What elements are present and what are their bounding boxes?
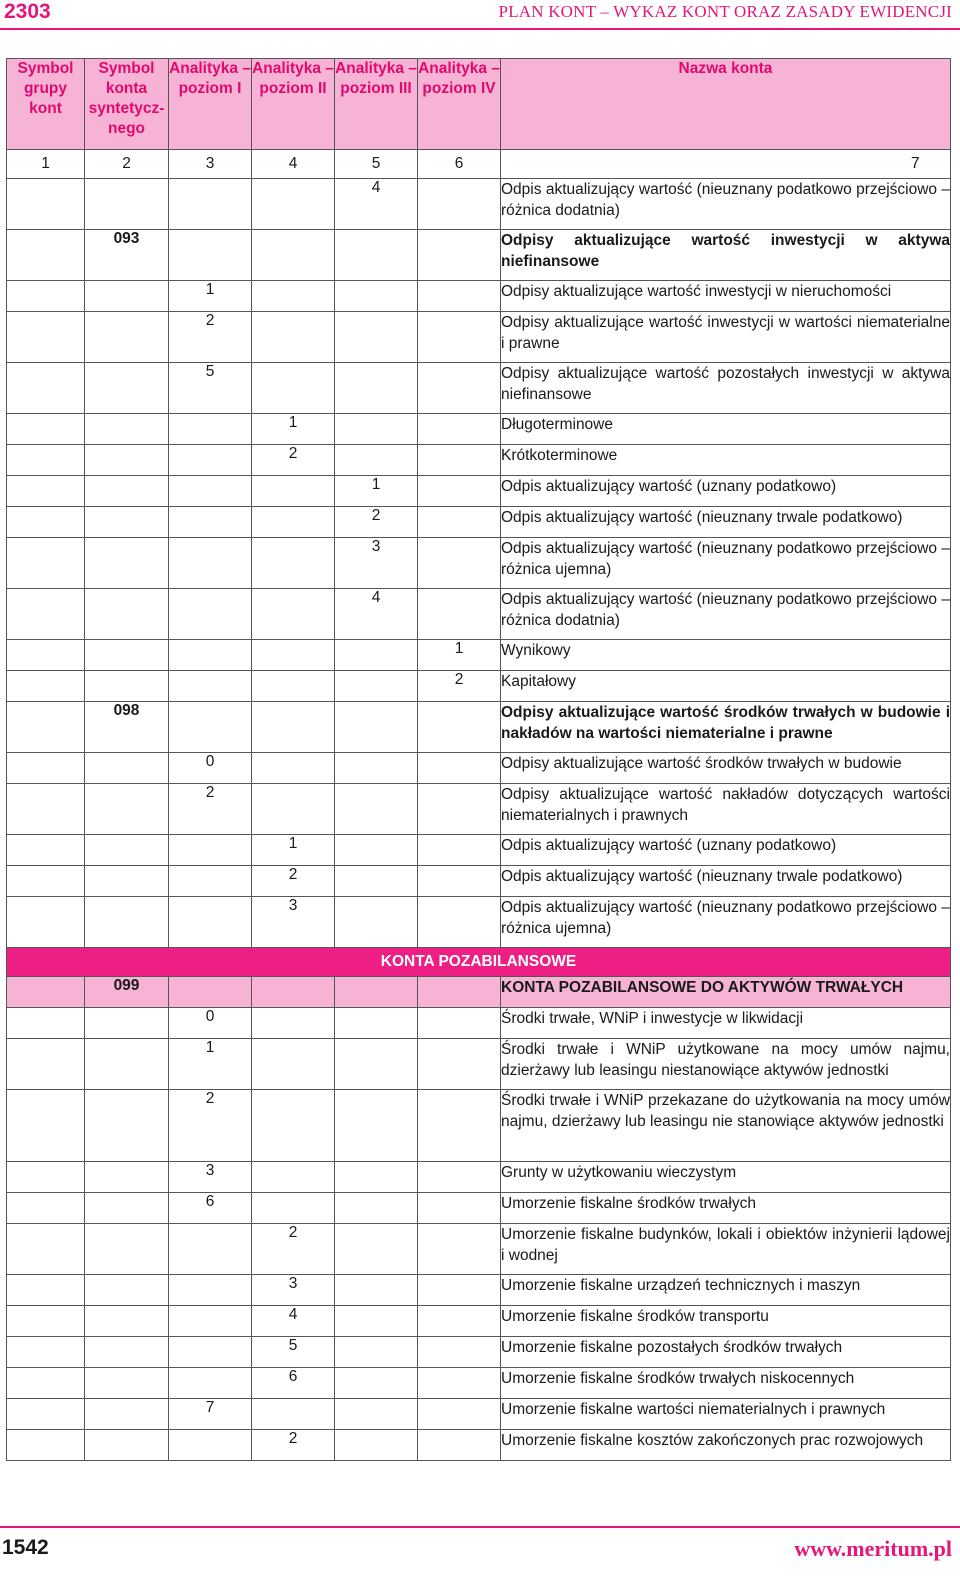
account-code-cell (335, 445, 418, 476)
account-code-cell: 6 (252, 1368, 335, 1399)
column-number-row (7, 150, 951, 179)
account-code-cell (252, 671, 335, 702)
account-code-cell (335, 1306, 418, 1337)
account-code-cell (169, 445, 252, 476)
account-code-cell (252, 312, 335, 363)
account-code-cell: 4 (252, 1306, 335, 1337)
table-row (7, 538, 951, 589)
account-name-cell: Krótkoterminowe (501, 445, 951, 476)
account-code-cell (418, 1275, 501, 1306)
account-code-cell (252, 281, 335, 312)
account-code-cell (252, 702, 335, 753)
col-number: 5 (335, 150, 418, 179)
account-code-cell (85, 312, 169, 363)
account-code-cell (335, 414, 418, 445)
account-code-cell (169, 1224, 252, 1275)
table-row (7, 507, 951, 538)
account-code-cell (7, 1193, 85, 1224)
section-title: KONTA POZABILANSOWE (7, 948, 951, 977)
account-code-cell (85, 1275, 169, 1306)
account-name-cell: Odpisy aktualizujące wartość środków trwałych w budowie (501, 753, 951, 784)
account-name-cell: Odpis aktualizujący wartość (nieuznany trwale podatkowo) (501, 507, 951, 538)
account-code-cell (85, 1337, 169, 1368)
table-row (7, 866, 951, 897)
account-name-cell: Środki trwałe i WNiP użytkowane na mocy umów najmu, dzierżawy lub leasingu niestanowiące aktywów jednostki (501, 1039, 951, 1090)
account-code-cell: 099 (85, 977, 169, 1008)
account-code-cell (7, 897, 85, 948)
table-row (7, 476, 951, 507)
account-code-cell (169, 230, 252, 281)
account-code-cell (85, 897, 169, 948)
header-row (7, 59, 951, 150)
account-code-cell (252, 1162, 335, 1193)
table-row (7, 1008, 951, 1039)
account-code-cell (418, 702, 501, 753)
account-code-cell (252, 1193, 335, 1224)
account-code-cell (252, 476, 335, 507)
account-code-cell (85, 835, 169, 866)
footer-url: www.meritum.pl (794, 1536, 952, 1561)
account-code-cell (418, 476, 501, 507)
account-code-cell (418, 1008, 501, 1039)
account-code-cell (169, 640, 252, 671)
col-header-level-2: Analityka – poziom II (252, 59, 335, 150)
table-row (7, 230, 951, 281)
account-code-cell: 1 (252, 835, 335, 866)
table-row (7, 1399, 951, 1430)
accounts-table (6, 58, 951, 1461)
account-code-cell: 5 (252, 1337, 335, 1368)
account-name-cell: Umorzenie fiskalne budynków, lokali i obiektów inżynierii lądowej i wodnej (501, 1224, 951, 1275)
account-code-cell (418, 1162, 501, 1193)
table-row (7, 312, 951, 363)
account-code-cell (418, 1193, 501, 1224)
footer-rule (0, 1526, 960, 1528)
account-name-cell: Wynikowy (501, 640, 951, 671)
table-row (7, 835, 951, 866)
table-row (7, 1306, 951, 1337)
account-code-cell (169, 1275, 252, 1306)
table-row (7, 1337, 951, 1368)
account-code-cell: 2 (252, 1430, 335, 1461)
account-code-cell (85, 445, 169, 476)
account-code-cell (7, 538, 85, 589)
account-code-cell (252, 977, 335, 1008)
account-code-cell (335, 1224, 418, 1275)
account-code-cell (85, 784, 169, 835)
account-code-cell (335, 866, 418, 897)
account-code-cell (85, 1193, 169, 1224)
account-code-cell (335, 1368, 418, 1399)
account-code-cell (85, 1430, 169, 1461)
account-name-cell: Odpisy aktualizujące wartość środków trwałych w budowie i nakładów na wartości niematerialne i prawne (501, 702, 951, 753)
account-code-cell (169, 897, 252, 948)
account-code-cell (169, 671, 252, 702)
account-code-cell: 2 (252, 1224, 335, 1275)
account-code-cell: 6 (169, 1193, 252, 1224)
account-code-cell: 3 (252, 897, 335, 948)
account-name-cell: Umorzenie fiskalne kosztów zakończonych prac rozwojowych (501, 1430, 951, 1461)
account-name-cell: Odpis aktualizujący wartość (uznany podatkowo) (501, 835, 951, 866)
account-code-cell: 3 (169, 1162, 252, 1193)
account-name-cell: Odpisy aktualizujące wartość nakładów dotyczących wartości niematerialnych i prawnych (501, 784, 951, 835)
account-code-cell: 3 (335, 538, 418, 589)
account-code-cell (335, 230, 418, 281)
account-code-cell (335, 640, 418, 671)
account-code-cell (7, 1162, 85, 1193)
account-code-cell (418, 1368, 501, 1399)
account-code-cell (252, 753, 335, 784)
account-name-cell: Odpisy aktualizujące wartość inwestycji w aktywa niefinansowe (501, 230, 951, 281)
account-name-cell: Odpis aktualizujący wartość (nieuznany podatkowo przejściowo – różnica dodatnia) (501, 589, 951, 640)
account-code-cell (418, 312, 501, 363)
account-code-cell (169, 414, 252, 445)
account-code-cell (85, 1368, 169, 1399)
account-code-cell (418, 1430, 501, 1461)
account-code-cell (335, 281, 418, 312)
account-code-cell (335, 897, 418, 948)
account-code-cell (335, 363, 418, 414)
account-name-cell: Długoterminowe (501, 414, 951, 445)
account-code-cell (418, 1090, 501, 1162)
account-code-cell (85, 281, 169, 312)
account-code-cell (169, 1368, 252, 1399)
account-code-cell: 2 (252, 866, 335, 897)
account-code-cell (7, 1430, 85, 1461)
account-code-cell (7, 179, 85, 230)
header-running-title: PLAN KONT – WYKAZ KONT ORAZ ZASADY EWIDENCJI (498, 2, 952, 21)
account-code-cell (335, 835, 418, 866)
table-row (7, 977, 951, 1008)
account-code-cell: 1 (169, 1039, 252, 1090)
account-code-cell (335, 1399, 418, 1430)
table-row (7, 1162, 951, 1193)
account-code-cell (418, 507, 501, 538)
account-code-cell (7, 1337, 85, 1368)
account-code-cell (85, 1224, 169, 1275)
table-row (7, 640, 951, 671)
account-code-cell: 4 (335, 589, 418, 640)
account-code-cell (7, 414, 85, 445)
account-code-cell (85, 1399, 169, 1430)
account-code-cell (418, 977, 501, 1008)
table-row (7, 1193, 951, 1224)
account-name-cell: Odpisy aktualizujące wartość inwestycji w wartości niematerialne i prawne (501, 312, 951, 363)
account-name-cell: Umorzenie fiskalne środków trwałych niskocennych (501, 1368, 951, 1399)
account-code-cell: 3 (252, 1275, 335, 1306)
account-code-cell (418, 1224, 501, 1275)
account-name-cell: Odpisy aktualizujące wartość pozostałych inwestycji w aktywa niefinansowe (501, 363, 951, 414)
account-code-cell: 2 (252, 445, 335, 476)
account-code-cell (7, 702, 85, 753)
account-code-cell (169, 1430, 252, 1461)
account-code-cell (85, 589, 169, 640)
account-code-cell: 2 (418, 671, 501, 702)
account-code-cell (418, 1039, 501, 1090)
account-code-cell (85, 1090, 169, 1162)
account-code-cell (335, 977, 418, 1008)
account-code-cell (335, 1090, 418, 1162)
header-rule (0, 28, 960, 30)
account-code-cell (335, 1337, 418, 1368)
page-header (0, 0, 960, 30)
account-code-cell (7, 671, 85, 702)
account-name-cell: Umorzenie fiskalne środków transportu (501, 1306, 951, 1337)
account-code-cell: 7 (169, 1399, 252, 1430)
account-code-cell (418, 1306, 501, 1337)
account-code-cell (335, 753, 418, 784)
account-code-cell (418, 414, 501, 445)
account-code-cell (252, 363, 335, 414)
account-code-cell (7, 507, 85, 538)
account-code-cell (85, 363, 169, 414)
account-code-cell: 1 (252, 414, 335, 445)
table-row (7, 589, 951, 640)
account-code-cell: 1 (418, 640, 501, 671)
account-code-cell (85, 179, 169, 230)
account-code-cell (335, 312, 418, 363)
account-name-cell: KONTA POZABILANSOWE DO AKTYWÓW TRWAŁYCH (501, 977, 951, 1008)
account-code-cell (7, 281, 85, 312)
account-code-cell: 093 (85, 230, 169, 281)
account-code-cell (7, 1090, 85, 1162)
account-code-cell (7, 835, 85, 866)
account-code-cell (85, 476, 169, 507)
account-code-cell: 2 (169, 312, 252, 363)
account-code-cell (7, 866, 85, 897)
account-code-cell (85, 640, 169, 671)
account-code-cell: 098 (85, 702, 169, 753)
col-header-level-1: Analityka – poziom I (169, 59, 252, 150)
account-name-cell: Odpis aktualizujący wartość (uznany podatkowo) (501, 476, 951, 507)
account-code-cell (7, 753, 85, 784)
account-code-cell (7, 977, 85, 1008)
col-number: 6 (418, 150, 501, 179)
col-number: 7 (501, 150, 951, 179)
account-code-cell (85, 1039, 169, 1090)
header-page-number: 2303 (4, 0, 51, 23)
account-name-cell: Środki trwałe i WNiP przekazane do użytkowania na mocy umów najmu, dzierżawy lub leasingu nie stanowiące aktywów jednostki (501, 1090, 951, 1162)
account-code-cell (252, 507, 335, 538)
account-name-cell: Umorzenie fiskalne środków trwałych (501, 1193, 951, 1224)
account-code-cell (85, 414, 169, 445)
account-code-cell (85, 1306, 169, 1337)
account-code-cell: 5 (169, 363, 252, 414)
account-name-cell: Grunty w użytkowaniu wieczystym (501, 1162, 951, 1193)
account-code-cell (169, 538, 252, 589)
account-code-cell (418, 835, 501, 866)
table-row (7, 753, 951, 784)
account-name-cell: Odpis aktualizujący wartość (nieuznany podatkowo przejściowo – różnica dodatnia) (501, 179, 951, 230)
table-row (7, 897, 951, 948)
col-header-account-name: Nazwa konta (501, 59, 951, 150)
footer-page-number: 1542 (2, 1536, 49, 1559)
account-name-cell: Środki trwałe, WNiP i inwestycje w likwidacji (501, 1008, 951, 1039)
account-code-cell (252, 589, 335, 640)
account-code-cell (169, 589, 252, 640)
account-code-cell (418, 445, 501, 476)
section-row (7, 948, 951, 977)
account-code-cell (252, 640, 335, 671)
table-body (7, 150, 951, 1461)
account-code-cell (335, 1162, 418, 1193)
table-row (7, 784, 951, 835)
account-code-cell: 2 (169, 784, 252, 835)
account-code-cell (7, 476, 85, 507)
col-number: 2 (85, 150, 169, 179)
account-code-cell (7, 589, 85, 640)
account-name-cell: Kapitałowy (501, 671, 951, 702)
account-code-cell (7, 784, 85, 835)
account-code-cell (7, 1368, 85, 1399)
account-code-cell: 4 (335, 179, 418, 230)
account-code-cell (85, 753, 169, 784)
account-name-cell: Odpis aktualizujący wartość (nieuznany podatkowo przejściowo – różnica ujemna) (501, 538, 951, 589)
account-code-cell (252, 1090, 335, 1162)
account-code-cell (169, 835, 252, 866)
account-code-cell (7, 1039, 85, 1090)
account-name-cell: Odpis aktualizujący wartość (nieuznany trwale podatkowo) (501, 866, 951, 897)
account-code-cell (418, 179, 501, 230)
col-number: 3 (169, 150, 252, 179)
account-name-cell: Odpis aktualizujący wartość (nieuznany podatkowo przejściowo – różnica ujemna) (501, 897, 951, 948)
account-code-cell (169, 507, 252, 538)
col-header-level-3: Analityka – poziom III (335, 59, 418, 150)
table-row (7, 1368, 951, 1399)
account-code-cell (7, 363, 85, 414)
account-code-cell (418, 1337, 501, 1368)
account-code-cell (169, 1337, 252, 1368)
account-code-cell: 2 (169, 1090, 252, 1162)
account-code-cell (7, 1399, 85, 1430)
table-row (7, 702, 951, 753)
account-code-cell: 0 (169, 1008, 252, 1039)
account-code-cell (252, 784, 335, 835)
account-code-cell (252, 230, 335, 281)
account-code-cell (418, 753, 501, 784)
account-code-cell (169, 476, 252, 507)
account-code-cell (335, 1430, 418, 1461)
account-code-cell (169, 866, 252, 897)
account-code-cell (85, 538, 169, 589)
account-code-cell (335, 784, 418, 835)
account-code-cell (335, 1039, 418, 1090)
table-row (7, 363, 951, 414)
account-code-cell (418, 281, 501, 312)
account-code-cell (7, 1306, 85, 1337)
account-code-cell (7, 230, 85, 281)
table-row (7, 1039, 951, 1090)
account-code-cell (335, 671, 418, 702)
col-header-group: Symbol grupy kont (7, 59, 85, 150)
account-code-cell (7, 1275, 85, 1306)
col-number: 4 (252, 150, 335, 179)
table-row (7, 1224, 951, 1275)
account-code-cell (418, 363, 501, 414)
table-row (7, 1090, 951, 1162)
account-code-cell (335, 1193, 418, 1224)
account-code-cell (252, 538, 335, 589)
table-row (7, 445, 951, 476)
table-row (7, 179, 951, 230)
account-name-cell: Umorzenie fiskalne pozostałych środków trwałych (501, 1337, 951, 1368)
account-code-cell: 1 (169, 281, 252, 312)
account-code-cell (252, 1039, 335, 1090)
account-code-cell: 2 (335, 507, 418, 538)
account-code-cell: 0 (169, 753, 252, 784)
table-row (7, 414, 951, 445)
account-code-cell (418, 589, 501, 640)
account-code-cell (418, 230, 501, 281)
col-number: 1 (7, 150, 85, 179)
account-code-cell (7, 640, 85, 671)
col-header-level-4: Analityka – poziom IV (418, 59, 501, 150)
account-code-cell (7, 1008, 85, 1039)
account-code-cell (169, 702, 252, 753)
col-header-synthetic: Symbol konta syntetycz- nego (85, 59, 169, 150)
account-code-cell (335, 1008, 418, 1039)
account-code-cell (169, 1306, 252, 1337)
account-code-cell (335, 1275, 418, 1306)
account-code-cell (418, 538, 501, 589)
account-name-cell: Odpisy aktualizujące wartość inwestycji w nieruchomości (501, 281, 951, 312)
table-row (7, 671, 951, 702)
account-code-cell: 1 (335, 476, 418, 507)
account-code-cell (418, 1399, 501, 1430)
account-code-cell (252, 179, 335, 230)
account-code-cell (169, 179, 252, 230)
account-code-cell (7, 445, 85, 476)
account-code-cell (85, 866, 169, 897)
account-name-cell: Umorzenie fiskalne urządzeń technicznych i maszyn (501, 1275, 951, 1306)
account-code-cell (7, 312, 85, 363)
table-row (7, 1430, 951, 1461)
account-code-cell (252, 1008, 335, 1039)
account-code-cell (7, 1224, 85, 1275)
account-code-cell (169, 977, 252, 1008)
table-row (7, 1275, 951, 1306)
account-name-cell: Umorzenie fiskalne wartości niematerialnych i prawnych (501, 1399, 951, 1430)
account-code-cell (418, 866, 501, 897)
account-code-cell (335, 702, 418, 753)
account-code-cell (418, 897, 501, 948)
account-code-cell (85, 671, 169, 702)
account-code-cell (252, 1399, 335, 1430)
account-code-cell (85, 1162, 169, 1193)
account-code-cell (85, 1008, 169, 1039)
account-code-cell (85, 507, 169, 538)
account-code-cell (418, 784, 501, 835)
table-row (7, 281, 951, 312)
